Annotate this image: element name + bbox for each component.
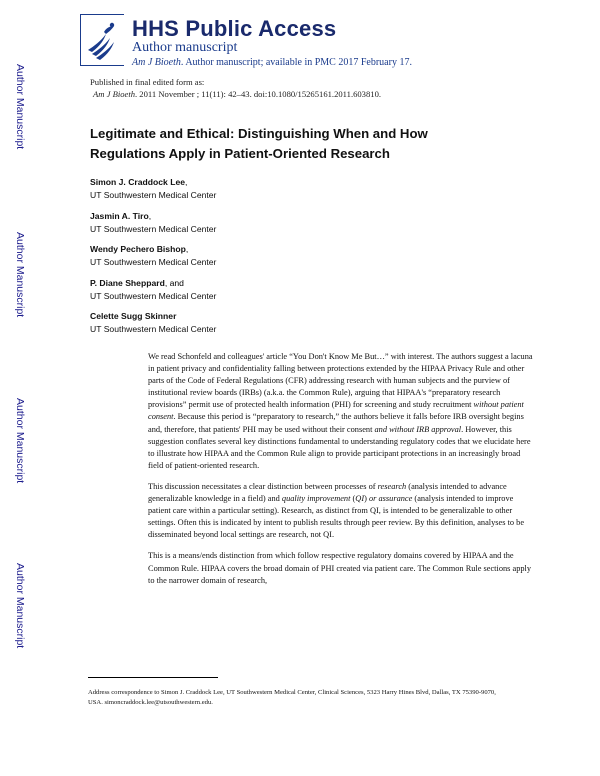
author-separator: , bbox=[185, 177, 188, 187]
author-entry bbox=[90, 310, 216, 336]
author-name: Wendy Pechero Bishop bbox=[90, 244, 186, 254]
author-name: P. Diane Sheppard bbox=[90, 277, 165, 288]
hhs-eagle-icon bbox=[80, 14, 124, 66]
footnote-divider bbox=[88, 677, 218, 678]
author-name: Jasmin A. Tiro bbox=[90, 210, 149, 221]
citation-journal: Am J Bioeth bbox=[93, 89, 135, 99]
paragraph-1: We read Schonfeld and colleagues' article “You Don't Know Me But…” with interest. The authors suggest a lacuna in patient privacy and confidentiality falling between protections extended by the HIPAA Privacy Rule and other parts of the Code of Federal Regulations (CFR) addressing research with human subjects and the purview of institutional review boards (IRBs) (a.k.a. the Common Rule), arguing that HIPAA's “preparatory research provisions” permit use of protected health information (PHI) for screening and study recruitment without patient consent. Because this period is “preparatory to research,” the authors believe it falls before IRB oversight begins and, therefore, that patients' PHI may be used without their consent and without IRB approval. However, this suggestion conflates several key distinctions fundamental to understanding regulatory codes that we elucidate here to illustrate how HIPAA and the Common Rule align to provide participant protections in an increasingly broad field of patient-oriented research. bbox=[148, 352, 533, 470]
author-affiliation: UT Southwestern Medical Center bbox=[90, 190, 217, 200]
author-affiliation: UT Southwestern Medical Center bbox=[90, 290, 217, 301]
author-entry bbox=[90, 277, 216, 303]
author-list bbox=[90, 176, 216, 344]
author-name: Simon J. Craddock Lee bbox=[90, 177, 186, 187]
author-manuscript-label: Author manuscript bbox=[132, 40, 238, 55]
author-separator: , bbox=[185, 244, 189, 254]
article-title: Legitimate and Ethical: Distinguishing When and How Regulations Apply in Patient-Oriented Research bbox=[90, 126, 428, 161]
author-affiliation: UT Southwestern Medical Center bbox=[90, 324, 217, 334]
paragraph-2: This discussion necessitates a clear distinction between processes of research (analysis intended to advance generalizable knowledge in a field) and quality improvement (QI) or assurance (analysis intended to improve patient care within a particular setting). Research, as distinct from QI, is intended to be generalizable to other settings. Often this is indicated by intent to publish results through peer review. By this definition, analyses to be disseminated beyond local settings are research, not QI. bbox=[148, 481, 525, 540]
publication-info bbox=[90, 76, 381, 100]
header bbox=[80, 14, 560, 74]
citation bbox=[90, 88, 381, 100]
author-entry bbox=[90, 176, 216, 202]
availability-text: . Author manuscript; available in PMC 2017 February 17. bbox=[180, 57, 412, 68]
citation-text: . 2011 November ; 11(11): 42–43. doi:10.1080/15265161.2011.603810. bbox=[135, 89, 382, 99]
author-entry bbox=[90, 210, 216, 236]
hhs-title: HHS Public Access bbox=[132, 16, 337, 41]
availability-line bbox=[132, 57, 412, 68]
sidebar: Author Manuscript Author Manuscript Author Manuscript Author Manuscript bbox=[14, 64, 26, 649]
footnote: Address correspondence to Simon J. Craddock Lee, UT Southwestern Medical Center, Clinical Sciences, 5323 Harry Hines Blvd, Dallas, TX 75390-9070, USA. simoncraddock.lee@utsouthwestern.edu. bbox=[88, 689, 496, 706]
availability-journal: Am J Bioeth bbox=[132, 57, 181, 68]
article-body bbox=[148, 351, 533, 596]
paragraph-3: This is a means/ends distinction from which follow respective regulatory domains covered by HIPAA and the Common Rule. HIPAA covers the broad domain of PHI created via patient care. The Common Rule sections apply to the narrower domain of research, bbox=[148, 551, 532, 585]
author-entry bbox=[90, 243, 216, 269]
author-affiliation: UT Southwestern Medical Center bbox=[90, 257, 217, 267]
author-separator: , and bbox=[164, 277, 184, 288]
published-label: Published in final edited form as: bbox=[90, 77, 205, 87]
author-name: Celette Sugg Skinner bbox=[90, 311, 177, 321]
author-separator: , bbox=[148, 210, 152, 221]
author-affiliation: UT Southwestern Medical Center bbox=[90, 223, 217, 234]
